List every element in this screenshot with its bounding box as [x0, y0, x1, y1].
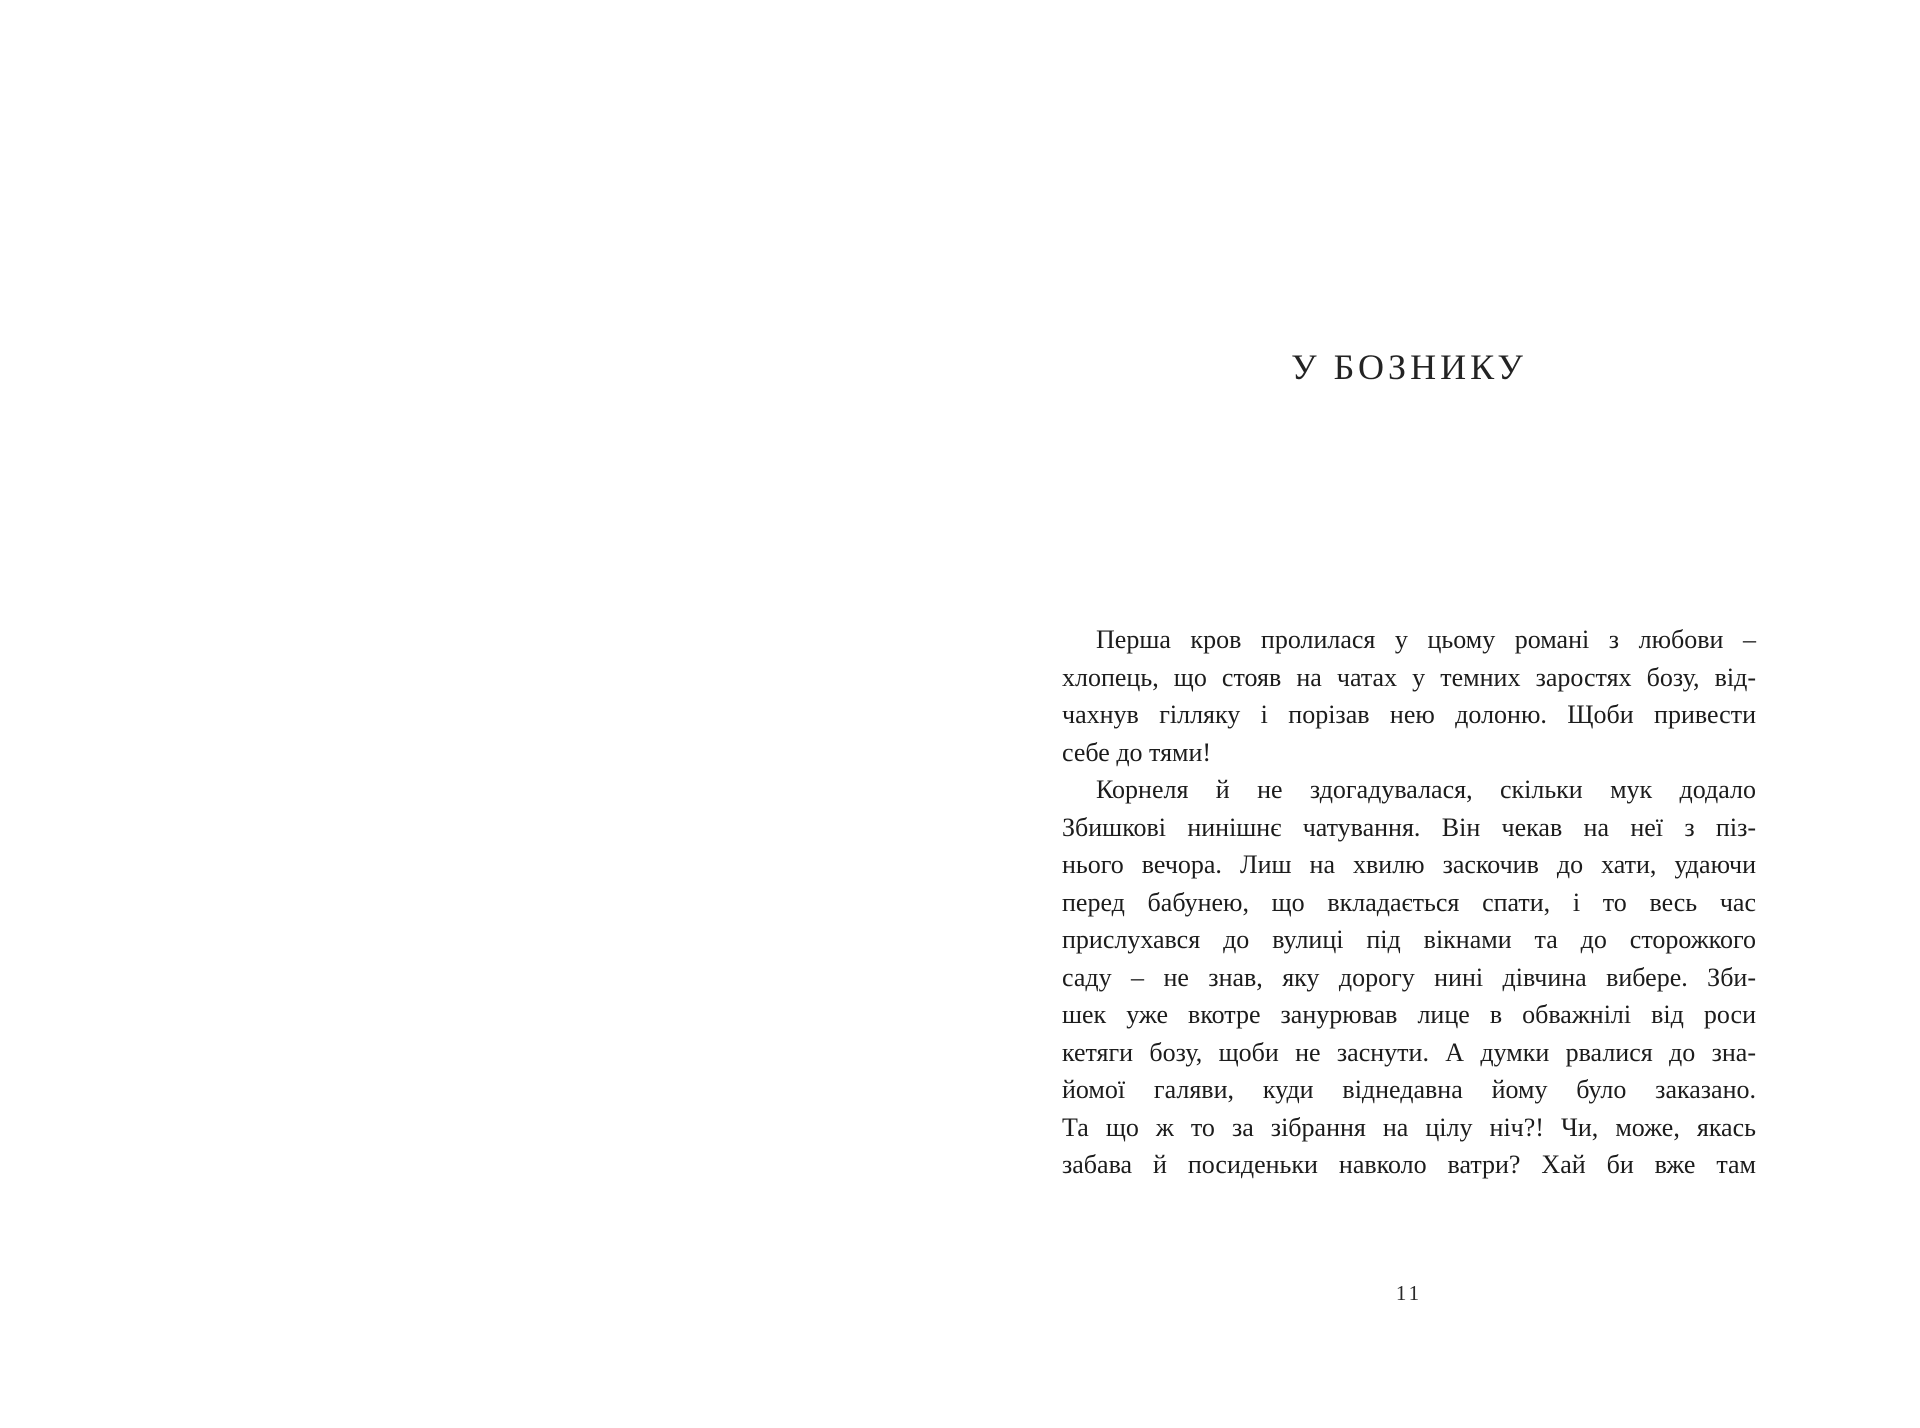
text-line: нього вечора. Лиш на хвилю заскочив до хати, удаючи [1062, 850, 1756, 879]
text-line: Збишкові нинішнє чатування. Він чекав на неї з піз- [1062, 812, 1756, 842]
text-line: себе до тями! [1062, 737, 1212, 767]
text-line: забава й посиденьки навколо ватри? Хай би вже там [1062, 1150, 1756, 1179]
page-number: 11 [1395, 1281, 1423, 1305]
text-line: хлопець, що стояв на чатах у темних заростях бозу, від- [1062, 662, 1756, 692]
text-block [1062, 621, 1756, 1184]
text-line: перед бабунею, що вкладається спати, і то весь час [1062, 887, 1756, 917]
text-line: Корнеля й не здогадувалася, скільки мук додало [1096, 775, 1756, 804]
text-line: Та що ж то за зібрання на цілу ніч?! Чи, може, якась [1062, 1112, 1756, 1142]
text-line: чахнув гілляку і порізав нею долоню. Щоби привести [1062, 700, 1756, 729]
text-line: саду – не знав, яку дорогу нині дівчина вибере. Зби- [1062, 962, 1756, 992]
text-line: йомої галяви, куди віднедавна йому було заказано. [1062, 1075, 1756, 1104]
text-line: прислухався до вулиці під вікнами та до сторожкого [1062, 925, 1756, 954]
chapter-title: У БОЗНИКУ [1291, 347, 1527, 387]
text-line: Перша кров пролилася у цьому романі з любови – [1096, 625, 1756, 654]
text-line: кетяги бозу, щоби не заснути. А думки рвалися до зна- [1062, 1037, 1756, 1067]
text-line: шек уже вкотре занурював лице в обважнілі від роси [1062, 1000, 1756, 1029]
right-page [960, 0, 1920, 1428]
